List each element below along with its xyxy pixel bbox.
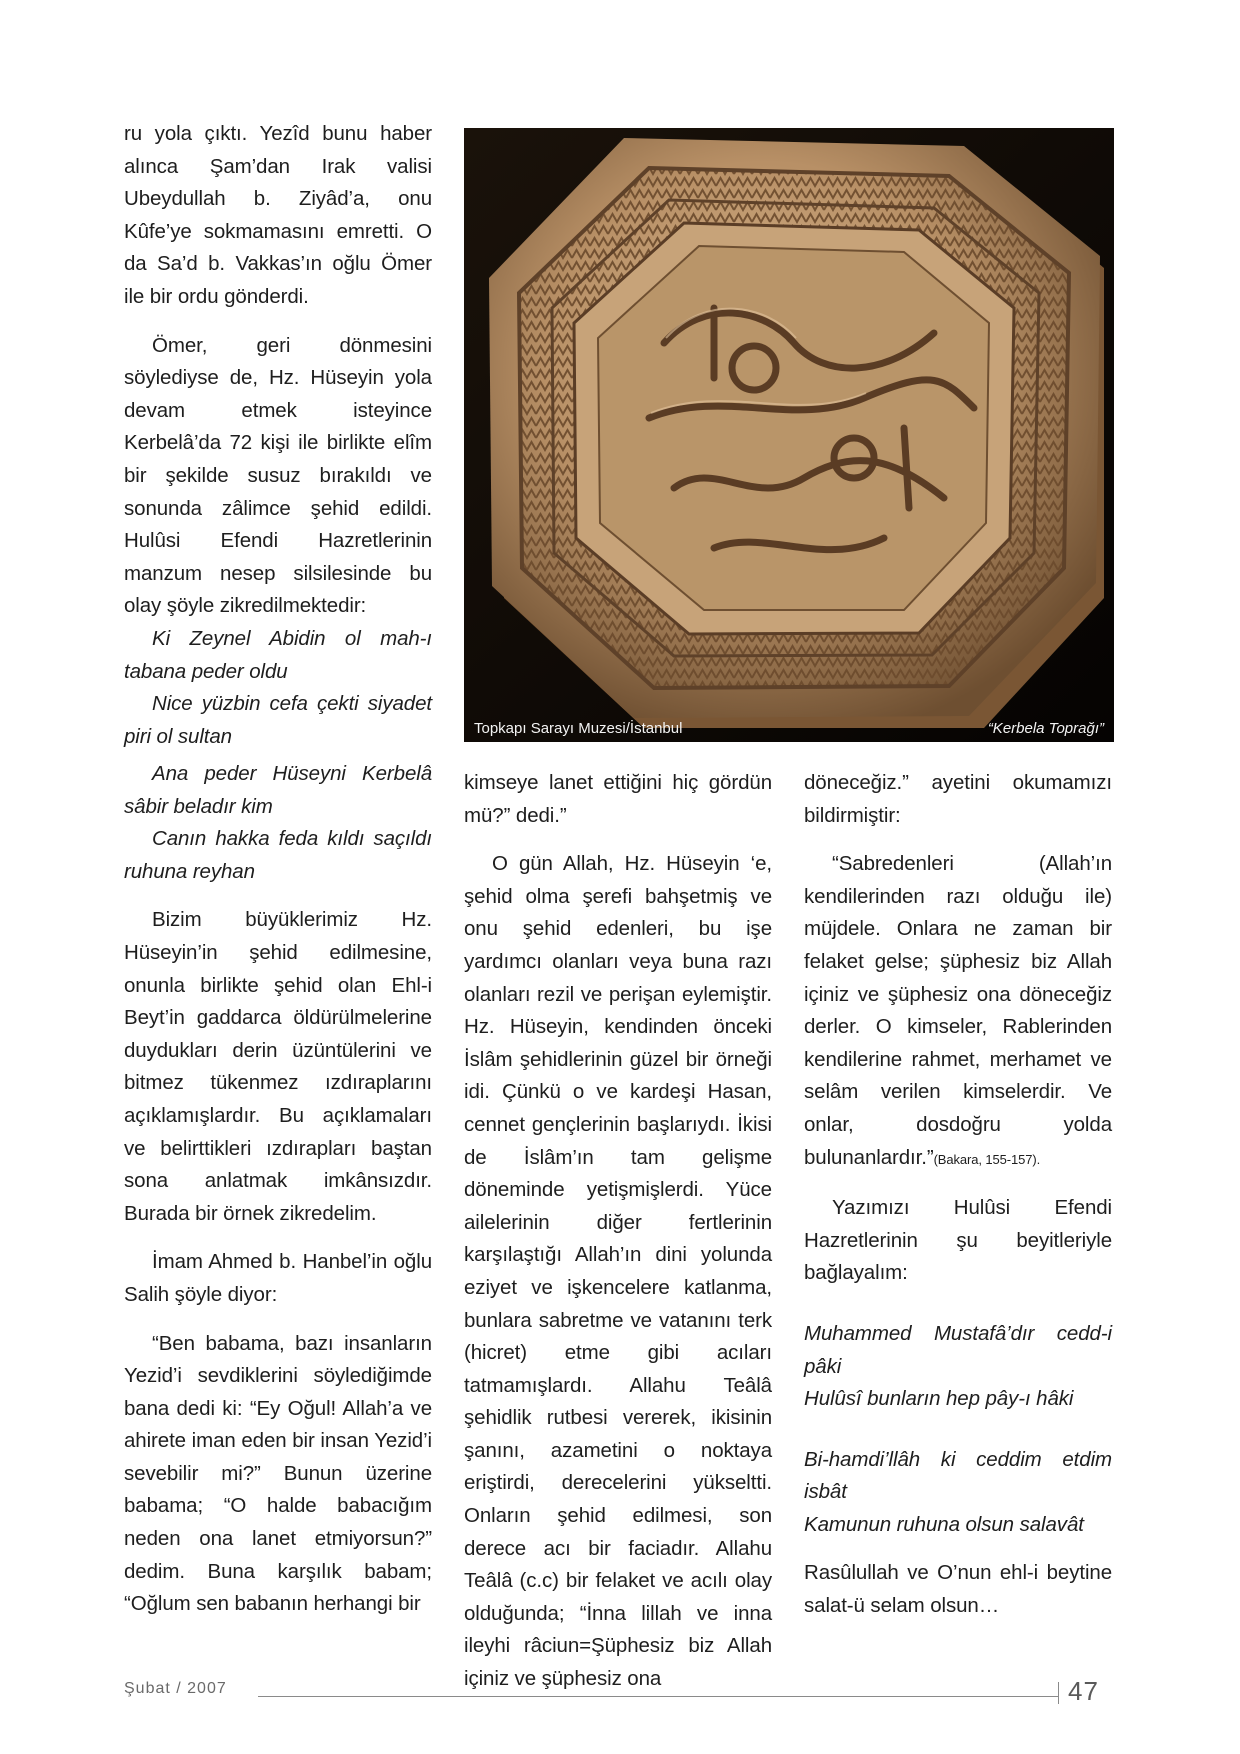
verse-line: Kamunun ruhuna olsun salavât xyxy=(804,1512,1084,1536)
page-number: 47 xyxy=(1068,1676,1099,1706)
footer-divider xyxy=(1058,1682,1059,1704)
column-right xyxy=(804,767,1112,1623)
paragraph: O gün Allah, Hz. Hüseyin ‘e, şehid olma şerefi bahşetmiş ve onu şehid edenleri, bu işe yardımcı olanları veya buna razı olanları rezil ve perişan eylemiştir. Hz. Hüseyin, kendinden önceki İslâm şehidlerinin güzel bir örneği idi. Çünkü o ve kardeşi Hasan, cennet gençlerinin başlarıydı. İkisi de İslâm’ın tam gelişme döneminde yetişmişlerdi. Yüce ailelerinin diğer fertlerinin karşılaştığı Allah’ın dini yolunda eziyet ve işkencelere katlanma, bunlara sabretme ve vatanını terk (hicret) etme gibi acıları tatmamışlardı. Allahu Teâlâ şehidlik rutbesi vererek, ikisinin şanını, azametini o noktaya eriştirdi, derecelerini yükseltti. Onların şehid edilmesi, son derece acı bir faciadır. Allahu Teâlâ (c.c) bir felaket ve acılı olay olduğunda; “İnna lillah ve inna ileyhi râciun=Şüphesiz biz Allah içiniz ve şüphesiz ona xyxy=(464,852,772,1691)
photo-caption-title: “Kerbela Toprağı” xyxy=(987,720,1104,737)
verse-line: Ki Zeynel Abidin ol mah-ı tabana peder oldu xyxy=(124,626,432,683)
paragraph: Rasûlullah ve O’nun ehl-i beytine salat-ü selam olsun… xyxy=(804,1561,1112,1618)
verse-line: Canın hakka feda kıldı saçıldı ruhuna reyhan xyxy=(124,827,432,883)
paragraph: ru yola çıktı. Yezîd bunu haber alınca Şam’dan Irak valisi Ubeydullah b. Ziyâd’a, onu Kûfe’ye sokmamasını emretti. O da Sa’d b. Vakkas’ın oğlu Ömer ile bir ordu gönderdi. xyxy=(124,122,432,308)
verse-reference: (Bakara, 155-157). xyxy=(933,1151,1041,1167)
footer-rule xyxy=(258,1696,1058,1697)
photo-caption-source: Topkapı Sarayı Muzesi/İstanbul xyxy=(474,720,683,737)
paragraph: “Ben babama, bazı insanların Yezid’i sevdiklerini söylediğimde bana dedi ki: “Ey Oğul! Allah’a ve ahirete iman eden bir insan Yezid’i sevebilir mi?” Bunun üzerine babama; “O halde babacığım neden ona lanet etmiyorsun?” dedim. Buna karşılık babam; “Oğlum sen babanın herhangi bir xyxy=(124,1331,432,1616)
verse-line: Bi-hamdi’llâh ki ceddim etdim isbât xyxy=(804,1447,1112,1504)
paragraph: kimseye lanet ettiğini hiç gördün mü?” dedi.” xyxy=(464,771,772,827)
kerbela-clay-tablet-image xyxy=(464,128,1114,742)
column-left-top xyxy=(124,118,432,753)
paragraph: İmam Ahmed b. Hanbel’in oğlu Salih şöyle diyor: xyxy=(124,1250,432,1306)
paragraph: Ömer, geri dönmesini söylediyse de, Hz. Hüseyin yola devam etmek isteyince Kerbelâ’da 72 kişi ile birlikte elîm bir şekilde susuz bırakıldı ve sonunda zâlimce şehid edildi. Hulûsi Efendi Hazretlerinin manzum nesep silsilesinde bu olay şöyle zikredilmektedir: xyxy=(124,333,432,618)
footer-issue-date: Şubat / 2007 xyxy=(124,1680,227,1697)
verse-line: Nice yüzbin cefa çekti siyadet piri ol sultan xyxy=(124,692,432,748)
column-left-bottom xyxy=(124,758,432,1621)
paragraph xyxy=(804,848,1112,1176)
paragraph: döneceğiz.” ayetini okumamızı bildirmiştir: xyxy=(804,771,1112,827)
paragraph: Yazımızı Hulûsi Efendi Hazretlerinin şu beyitleriyle bağlayalım: xyxy=(804,1196,1112,1285)
verse-line: Muhammed Mustafâ’dır cedd-i pâki xyxy=(804,1321,1112,1378)
artifact-photo xyxy=(464,128,1114,742)
verse-line: Hulûsî bunların hep pây-ı hâki xyxy=(804,1387,1074,1411)
verse-line: Ana peder Hüseyni Kerbelâ sâbir beladır kim xyxy=(124,762,432,818)
paragraph: Bizim büyüklerimiz Hz. Hüseyin’in şehid edilmesine, onunla birlikte şehid olan Ehl-i Beyt’in gaddarca öldürülmelerine duydukları derin üzüntülerini ve bitmez tükenmez ızdıraplarını açıklamışlardır. Bu açıklamaları ve belirttikleri ızdırapları baştan sona anlatmak imkânsızdır. Burada bir örnek zikredelim. xyxy=(124,908,432,1225)
column-middle xyxy=(464,767,772,1696)
quote-text: “Sabredenleri (Allah’ın kendilerinden razı olduğu ile) müjdele. Onlara ne zaman bir felaket gelse; şüphesiz biz Allah içiniz ve şüphesiz ona döneceğiz derler. O kimseler, Rablerinden kendilerine rahmet, merhamet ve selâm verilen kimselerdir. Ve onlar, dosdoğru yolda bulunanlardır.” xyxy=(804,852,1112,1169)
